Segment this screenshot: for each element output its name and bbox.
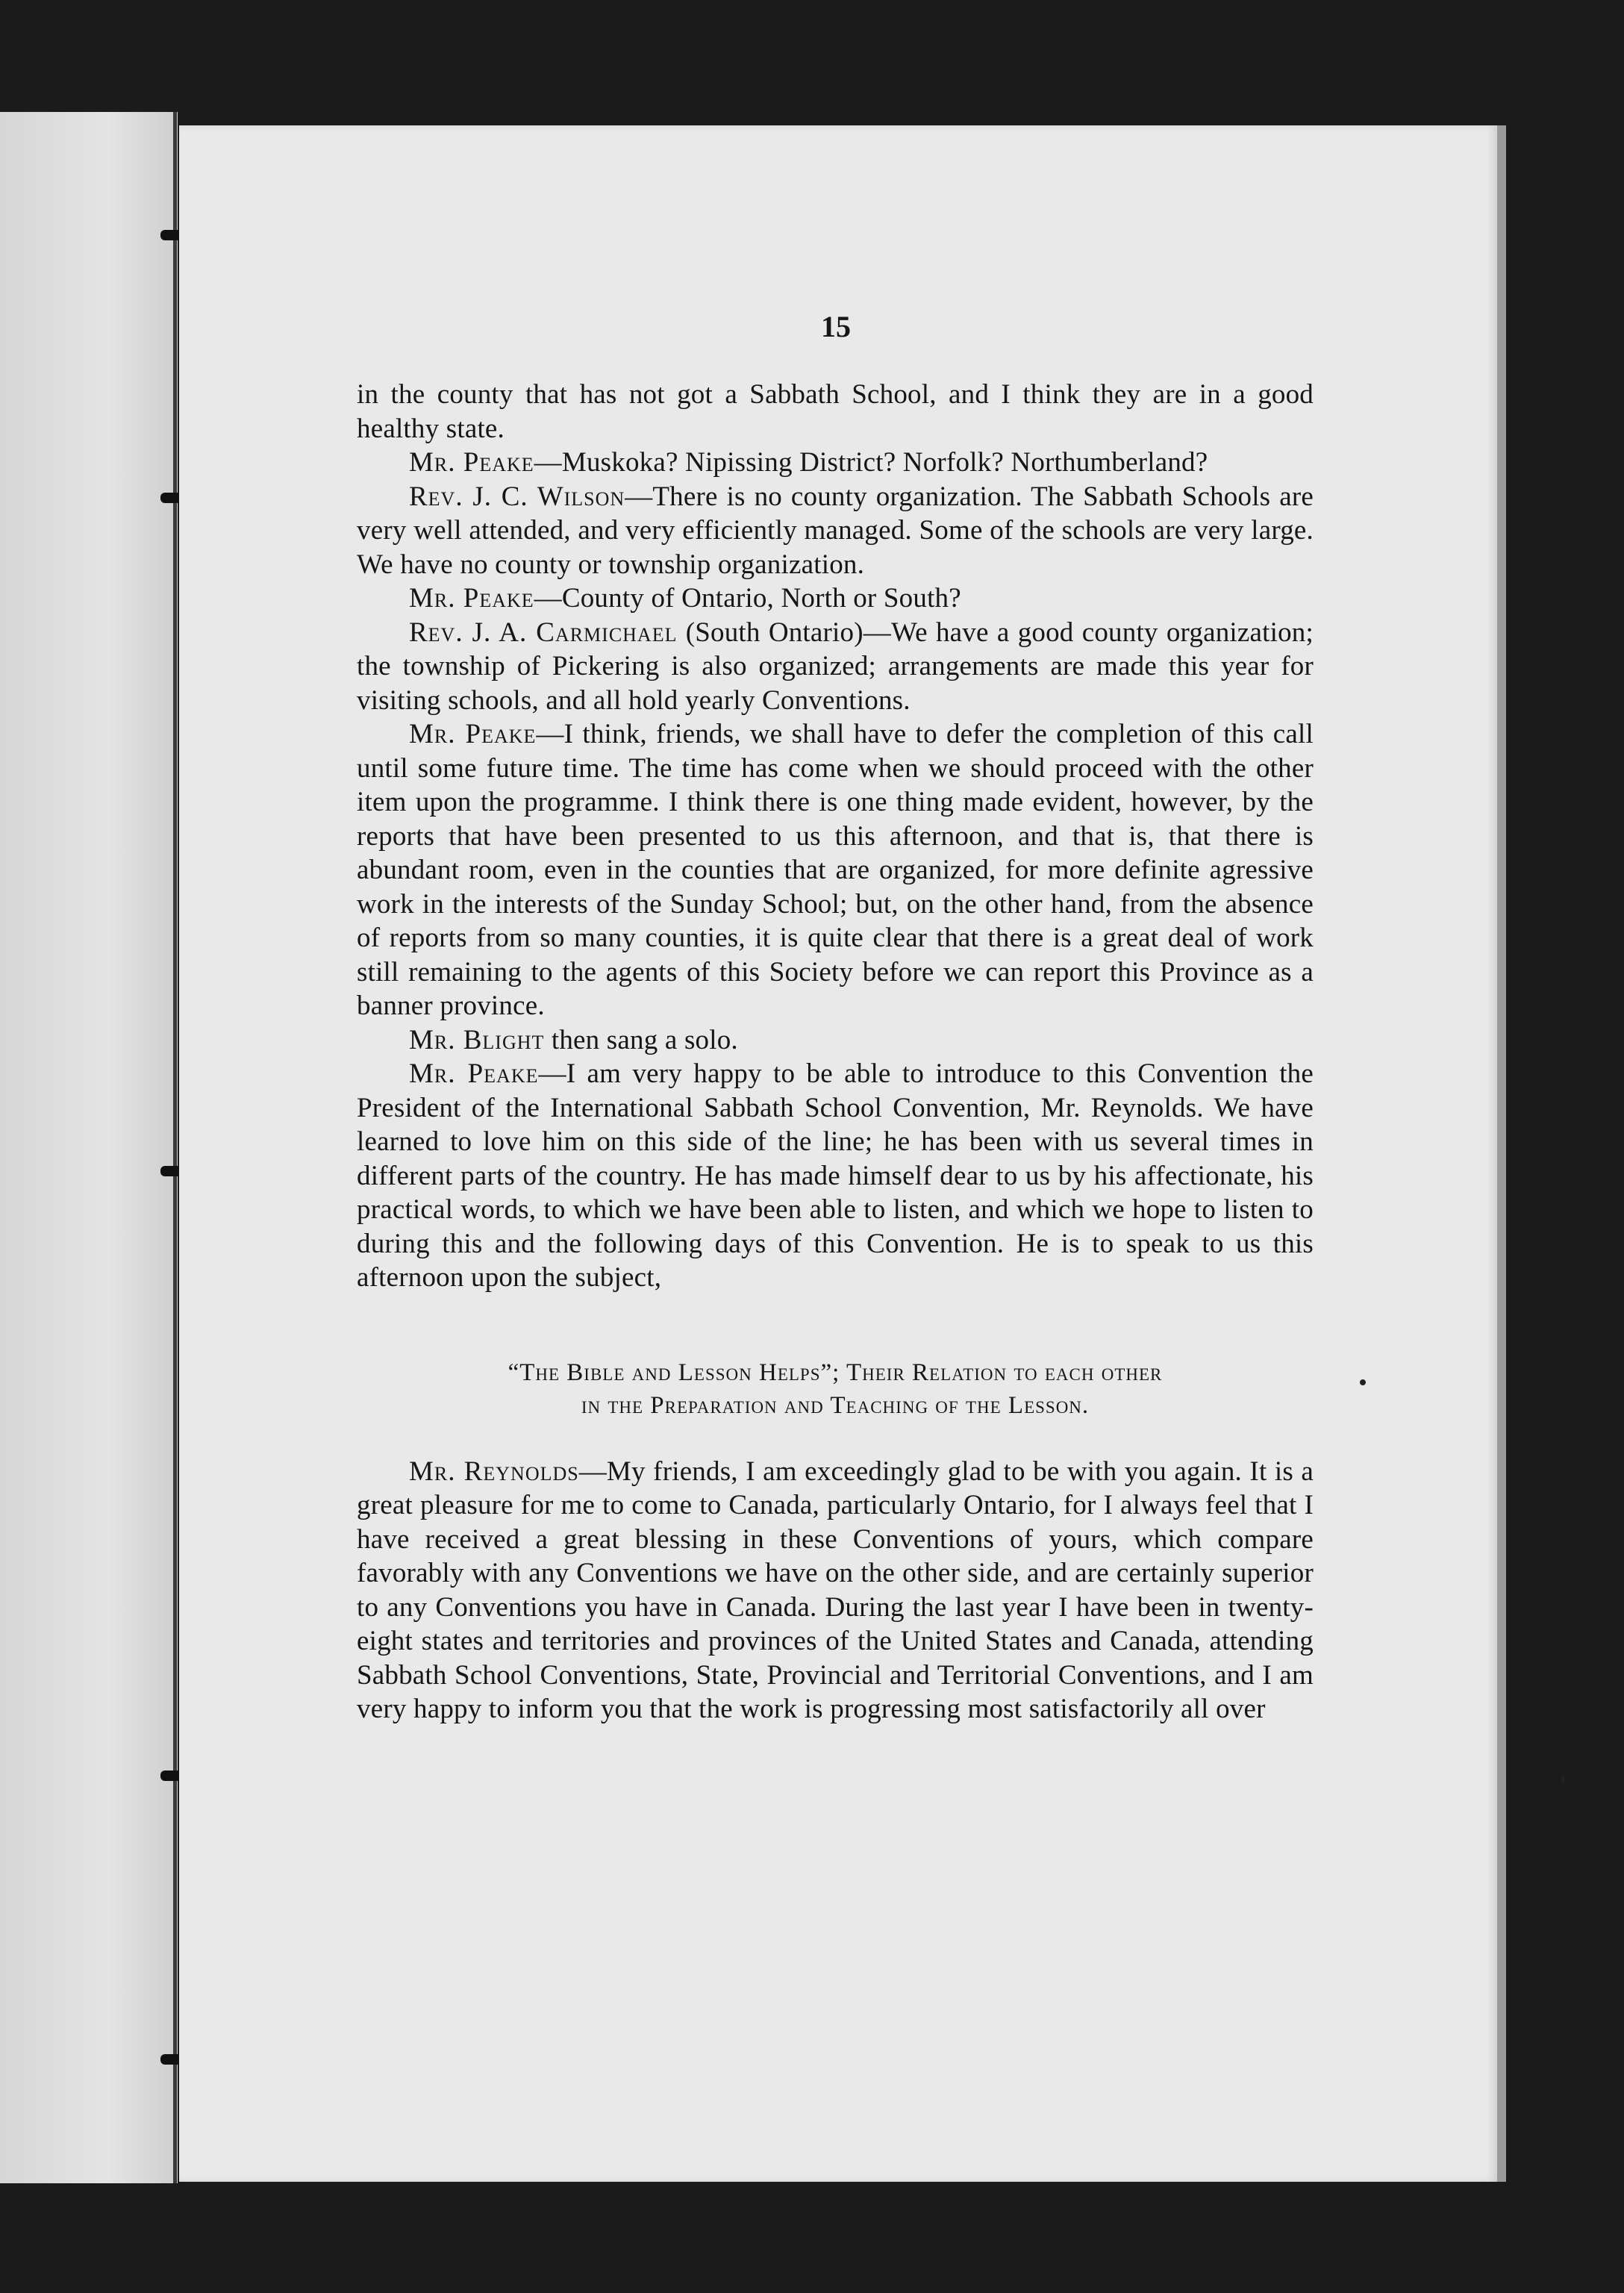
speaker-name: Mr. Reynolds xyxy=(409,1456,579,1487)
paragraph-text: —There is no county organization. The Sabbath Schools are very well attended, and very efficiently managed. Some of the schools are very large. We have no county or township organization. xyxy=(357,481,1314,580)
section-heading-line: in the Preparation and Teaching of the Lesson. xyxy=(581,1391,1090,1419)
paragraph xyxy=(357,717,1314,1023)
paragraph xyxy=(357,480,1314,582)
paragraph-text: in the county that has not got a Sabbath School, and I think they are in a good healthy state. xyxy=(357,379,1314,444)
paragraph-text: then sang a solo. xyxy=(544,1024,738,1055)
speaker-name: Mr. Peake xyxy=(409,1058,539,1089)
speaker-name: Rev. J. A. Carmichael xyxy=(409,617,678,648)
paragraph-text: —County of Ontario, North or South? xyxy=(534,583,961,614)
page-edge-shadow xyxy=(1497,125,1506,2182)
speaker-name: Mr. Blight xyxy=(409,1024,545,1055)
paragraph xyxy=(357,378,1314,446)
paragraph xyxy=(357,1455,1314,1726)
paragraph-text: —I am very happy to be able to introduce to this Convention the President of the International Sabbath School Convention, Mr. Reynolds. We have learned to love him on this side of the line; he has been with us several times in different parts of the country. He has made himself dear to us by his affectionate, his practical words, to which we have been able to listen, and which we hope to listen to during this and the following days of this Convention. He is to speak to us this afternoon upon the subject, xyxy=(357,1058,1314,1293)
paragraph xyxy=(357,616,1314,718)
page-number: 15 xyxy=(821,310,851,343)
section-heading-line: “The Bible and Lesson Helps”; Their Relation to each other xyxy=(508,1358,1163,1386)
paragraph-text: —I think, friends, we shall have to defer the completion of this call until some future time. The time has come when we should proceed with the other item upon the programme. I think there is one thing made evident, however, by the reports that have been presented to us this afternoon, and that is, that there is abundant room, even in the counties that are organized, for more definite agressive work in the interests of the Sunday School; but, on the other hand, from the absence of reports from so many counties, it is quite clear that there is a great deal of work still remaining to the agents of this Society before we can report this Province as a banner province. xyxy=(357,719,1314,1021)
speaker-name: Rev. J. C. Wilson xyxy=(409,481,625,512)
paragraph xyxy=(357,581,1314,616)
section-heading xyxy=(357,1356,1314,1422)
paragraph xyxy=(357,446,1314,480)
paragraph xyxy=(357,1023,1314,1058)
speaker-name: Mr. Peake xyxy=(409,583,534,614)
paragraph-text: —Muskoka? Nipissing District? Norfolk? Northumberland? xyxy=(534,447,1208,478)
previous-page-edge xyxy=(0,112,178,2183)
binding-gutter xyxy=(173,112,177,2183)
page-body-text xyxy=(357,378,1314,1726)
paragraph xyxy=(357,1057,1314,1295)
speaker-name: Mr. Peake xyxy=(409,719,537,749)
paragraph-text: (South Ontario)—We have a good county organization; the township of Pickering is also organized; arrangements are made this year for visiting schools, and all hold yearly Conventions. xyxy=(357,617,1314,716)
speaker-name: Mr. Peake xyxy=(409,447,534,478)
paragraph-text: —My friends, I am exceedingly glad to be with you again. It is a great pleasure for me to come to Canada, particularly Ontario, for I always feel that I have received a great blessing in these Conventions of yours, which compare favorably with any Conventions we have on the other side, and are certainly superior to any Conventions you have in Canada. During the last year I have been in twenty-eight states and territories and provinces of the United States and Canada, attending Sabbath School Conventions, State, Provincial and Territorial Conventions, and I am very happy to inform you that the work is progressing most satisfactorily all over xyxy=(357,1456,1314,1724)
ink-speck xyxy=(1360,1379,1366,1385)
ink-speck xyxy=(1561,1775,1565,1784)
